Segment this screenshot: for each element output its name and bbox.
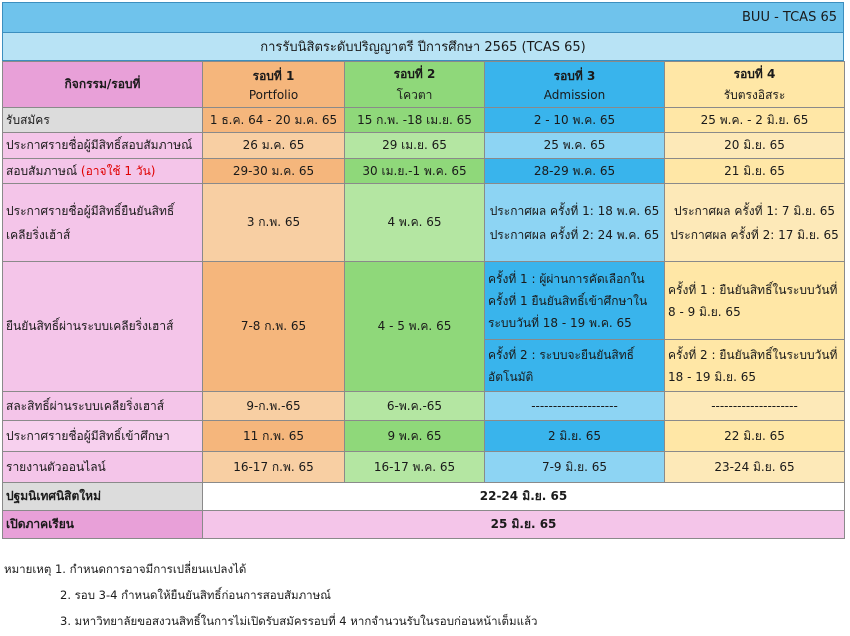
cell-semester: 25 มิ.ย. 65 [203, 511, 845, 539]
cell-report-r3: 7-9 มิ.ย. 65 [485, 452, 665, 483]
header-round-2-sub: โควตา [396, 87, 433, 102]
header-round-3-sub: Admission [543, 88, 606, 102]
header-activity: กิจกรรม/รอบที่ [3, 62, 203, 108]
cell-confirm-r4-second: ครั้งที่ 2 : ยืนยันสิทธิ์ในระบบวันที่ 18 - 19 มิ.ย. 65 [665, 340, 845, 392]
page-title-bar [2, 33, 844, 61]
row-label-study-list: ประกาศรายชื่อผู้มีสิทธิ์เข้าศึกษา [3, 421, 203, 452]
cell-confirm-list-r3 [485, 184, 665, 262]
note-2: 2. รอบ 3-4 กำหนดให้ยืนยันสิทธิ์ก่อนการสอบสัมภาษณ์ [60, 588, 331, 602]
cell-confirm-r1: 7-8 ก.พ. 65 [203, 262, 345, 392]
header-badge-bar [2, 2, 844, 33]
header-round-2-label: รอบที่ 2 [393, 66, 436, 81]
table-row [3, 421, 845, 452]
row-label-semester: เปิดภาคเรียน [3, 511, 203, 539]
header-round-1-sub: Portfolio [248, 88, 299, 102]
cell-interview-list-r4: 20 มิ.ย. 65 [665, 133, 845, 159]
cell-study-list-r1: 11 ก.พ. 65 [203, 421, 345, 452]
cell-interview-r2: 30 เม.ย.-1 พ.ค. 65 [345, 159, 485, 184]
cell-confirm-r2: 4 - 5 พ.ค. 65 [345, 262, 485, 392]
table-row [3, 108, 845, 133]
cell-study-list-r3: 2 มิ.ย. 65 [485, 421, 665, 452]
schedule-sheet [2, 2, 844, 539]
cell-waive-r1: 9-ก.พ.-65 [203, 392, 345, 421]
cell-waive-r2: 6-พ.ค.-65 [345, 392, 485, 421]
cell-confirm-list-r3-line2: ประกาศผล ครั้งที่ 2: 24 พ.ค. 65 [489, 227, 660, 242]
row-label-apply: รับสมัคร [3, 108, 203, 133]
cell-confirm-r4-first: ครั้งที่ 1 : ยืนยันสิทธิ์ในระบบวันที่ 8 - 9 มิ.ย. 65 [665, 262, 845, 340]
cell-confirm-list-r4-line1: ประกาศผล ครั้งที่ 1: 7 มิ.ย. 65 [674, 203, 835, 218]
cell-confirm-list-r1: 3 ก.พ. 65 [203, 184, 345, 262]
cell-interview-list-r2: 29 เม.ย. 65 [345, 133, 485, 159]
row-label-waive: สละสิทธิ์ผ่านระบบเคลียริ่งเฮาส์ [3, 392, 203, 421]
cell-report-r4: 23-24 มิ.ย. 65 [665, 452, 845, 483]
table-header-row [3, 62, 845, 108]
cell-confirm-list-r3-line1: ประกาศผล ครั้งที่ 1: 18 พ.ค. 65 [489, 203, 660, 218]
table-row [3, 392, 845, 421]
cell-report-r1: 16-17 ก.พ. 65 [203, 452, 345, 483]
cell-confirm-list-r4 [665, 184, 845, 262]
notes [4, 556, 538, 634]
cell-apply-r1: 1 ธ.ค. 64 - 20 ม.ค. 65 [203, 108, 345, 133]
row-label-orientation: ปฐมนิเทศนิสิตใหม่ [3, 483, 203, 511]
cell-study-list-r4: 22 มิ.ย. 65 [665, 421, 845, 452]
row-label-interview-list: ประกาศรายชื่อผู้มีสิทธิ์สอบสัมภาษณ์ [3, 133, 203, 159]
table-row [3, 184, 845, 262]
cell-apply-r3: 2 - 10 พ.ค. 65 [485, 108, 665, 133]
table-row [3, 452, 845, 483]
cell-apply-r2: 15 ก.พ. -18 เม.ย. 65 [345, 108, 485, 133]
row-label-interview [3, 159, 203, 184]
cell-apply-r4: 25 พ.ค. - 2 มิ.ย. 65 [665, 108, 845, 133]
cell-interview-list-r1: 26 ม.ค. 65 [203, 133, 345, 159]
table-row [3, 159, 845, 184]
cell-confirm-list-r4-line2: ประกาศผล ครั้งที่ 2: 17 มิ.ย. 65 [670, 227, 839, 242]
note-3: 3. มหาวิทยาลัยขอสงวนสิทธิ์ในการไม่เปิดรับสมัครรอบที่ 4 หากจำนวนรับในรอบก่อนหน้าเต็มแล้ว [60, 614, 538, 628]
header-round-3 [485, 62, 665, 108]
header-round-1-label: รอบที่ 1 [252, 69, 295, 83]
table-row [3, 511, 845, 539]
row-label-report: รายงานตัวออนไลน์ [3, 452, 203, 483]
table-row [3, 133, 845, 159]
row-label-confirm-list: ประกาศรายชื่อผู้มีสิทธิ์ยืนยันสิทธิ์เคลียริ่งเฮ้าส์ [3, 184, 203, 262]
cell-confirm-r3-first: ครั้งที่ 1 : ผู้ผ่านการคัดเลือกในครั้งที่ 1 ยืนยันสิทธิ์เข้าศึกษาในระบบวันที่ 18 - 19 พ.ค. 65 [485, 262, 665, 340]
table-row [3, 262, 845, 340]
cell-report-r2: 16-17 พ.ค. 65 [345, 452, 485, 483]
page-title: การรับนิสิตระดับปริญญาตรี ปีการศึกษา 2565 (TCAS 65) [260, 40, 586, 55]
row-label-interview-note: (อาจใช้ 1 วัน) [80, 163, 156, 178]
cell-waive-r4: -------------------- [665, 392, 845, 421]
header-round-3-label: รอบที่ 3 [553, 69, 596, 83]
row-label-confirm: ยืนยันสิทธิ์ผ่านระบบเคลียริ่งเฮาส์ [3, 262, 203, 392]
note-1: หมายเหตุ 1. กำหนดการอาจมีการเปลี่ยนแปลงได้ [4, 562, 247, 576]
cell-confirm-r3-second: ครั้งที่ 2 : ระบบจะยืนยันสิทธิ์อัตโนมัติ [485, 340, 665, 392]
cell-confirm-list-r2: 4 พ.ค. 65 [345, 184, 485, 262]
cell-waive-r3: -------------------- [485, 392, 665, 421]
cell-study-list-r2: 9 พ.ค. 65 [345, 421, 485, 452]
table-row [3, 483, 845, 511]
header-round-4-sub: รับตรงอิสระ [723, 87, 786, 102]
cell-interview-list-r3: 25 พ.ค. 65 [485, 133, 665, 159]
schedule-table [2, 61, 845, 539]
header-round-4 [665, 62, 845, 108]
cell-interview-r1: 29-30 ม.ค. 65 [203, 159, 345, 184]
cell-orientation: 22-24 มิ.ย. 65 [203, 483, 845, 511]
row-label-interview-text: สอบสัมภาษณ์ [6, 163, 78, 178]
header-round-2 [345, 62, 485, 108]
header-badge: BUU - TCAS 65 [742, 10, 837, 25]
header-round-4-label: รอบที่ 4 [733, 66, 776, 81]
cell-interview-r4: 21 มิ.ย. 65 [665, 159, 845, 184]
cell-interview-r3: 28-29 พ.ค. 65 [485, 159, 665, 184]
header-round-1 [203, 62, 345, 108]
